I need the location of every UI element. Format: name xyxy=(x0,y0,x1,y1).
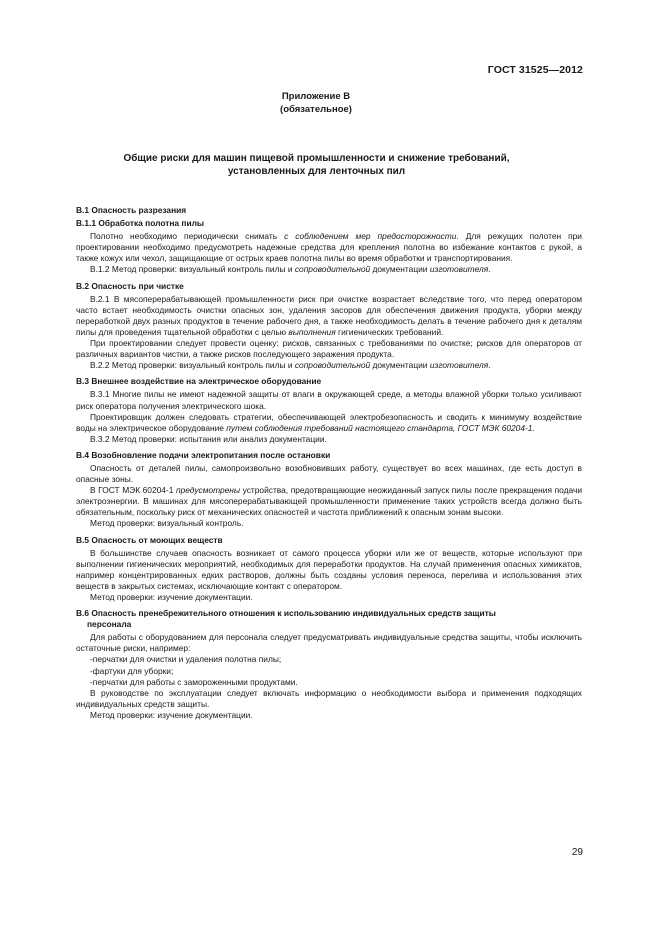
text-run: документации xyxy=(370,264,430,275)
section-heading-b1: В.1 Опасность разрезания xyxy=(76,205,187,215)
paragraph-b2-design: При проектировании следует провести оценку: рисков, связанных с требованиями по очистке; рисков для операторов от различных вариантов чистки, а также рисков последующего заражения продукта. xyxy=(76,338,582,360)
text-run: В ГОСТ МЭК 60204-1 xyxy=(90,485,176,496)
text-run: гигиенических требований. xyxy=(335,326,444,337)
text-run: . xyxy=(488,264,491,275)
paragraph-b5: В большинстве случаев опасность возникает от самого процесса уборки или же от веществ, которые используют при выполнении гигиенических мероприятий, необходимых для переработки продуктов. На случай применения опасных химикатов, например концентрированных едких растворов, должны быть созданы условия переноса, перелива и использования этих веществ в закрытых системах, исключающие контакт с оператором. xyxy=(76,547,582,591)
list-dash-icon: - xyxy=(90,665,93,676)
italic-run: сопроводительной xyxy=(294,264,371,275)
method-b5: Метод проверки: изучение документации. xyxy=(90,592,253,602)
annex-status: (обязательное) xyxy=(280,104,352,115)
list-dash-icon: - xyxy=(90,676,93,687)
text-run: . xyxy=(488,360,491,371)
heading-line-1: В.6 Опасность пренебрежительного отношения к использованию индивидуальных средств защиты xyxy=(76,608,496,619)
list-item xyxy=(76,666,582,677)
section-heading-b3: В.3 Внешнее воздействие на электрическое оборудование xyxy=(76,376,322,387)
list-item-text: перчатки для очистки и удаления полотна пилы; xyxy=(92,654,282,665)
list-item-text: перчатки для работы с замороженными продуктами. xyxy=(92,676,298,687)
italic-run: с соблюдением мер предосторожности xyxy=(284,231,457,242)
title-line-2: установленных для ленточных пил xyxy=(227,166,406,177)
list-dash-icon: - xyxy=(90,654,93,665)
text-run: устройства, предотвращающие неожиданный запуск пилы после прекращения подачи электроэнергии. В машинах для мясоперерабатывающей промышленности применение таких устройств всегда должно быть обязательным, поскольку риск от механических опасностей и частота приближений к опасным зонам высоки. xyxy=(76,485,583,518)
heading-line-2: персонала xyxy=(87,619,132,630)
text-run: В.1.2 Метод проверки: визуальный контроль пилы и xyxy=(90,264,295,275)
method-b4: Метод проверки: визуальный контроль. xyxy=(90,518,244,529)
paragraph-b21 xyxy=(76,294,582,338)
italic-run: изготовителя xyxy=(429,360,489,371)
section-heading-b6 xyxy=(76,608,582,630)
standard-designation: ГОСТ 31525—2012 xyxy=(487,64,583,76)
document-body xyxy=(76,205,582,721)
document-title xyxy=(78,152,555,178)
annex-title: Приложение В xyxy=(281,91,351,102)
section-heading-b2: В.2 Опасность при чистке xyxy=(76,280,184,291)
text-run: . Для режущих полотен при проектировании необходимо предусмотреть надежные средства для крепления полотна во избежание контактов с рукой, а также кожух или чехол, защищающие от острых краев полотна пилы во время обработки и транспортирования. xyxy=(76,231,582,264)
text-run: В.2.2 Метод проверки: визуальный контроль пилы и xyxy=(90,360,295,371)
section-heading-b4: В.4 Возобновление подачи электропитания после остановки xyxy=(76,449,331,460)
list-item xyxy=(76,654,582,665)
text-run: Полотно необходимо периодически снимать xyxy=(90,231,285,242)
italic-run: путем соблюдения требований настоящего стандарта, ГОСТ МЭК 60204-1 xyxy=(226,422,533,433)
subsection-heading-b11: В.1.1 Обработка полотна пилы xyxy=(76,218,205,229)
paragraph-b6-manual: В руководстве по эксплуатации следует включать информацию о необходимости выбора и применения подходящих индивидуальных средств защиты. xyxy=(76,687,582,709)
paragraph-b11 xyxy=(76,231,582,264)
method-b12 xyxy=(76,264,582,275)
method-b22 xyxy=(76,360,582,371)
paragraph-b31: В.3.1 Многие пилы не имеют надежной защиты от влаги в окружающей среде, а методы влажной уборки только усиливают риск оператора получения электрического шока. xyxy=(76,389,582,411)
method-b6: Метод проверки: изучение документации. xyxy=(90,709,253,720)
section-heading-b5: В.5 Опасность от моющих веществ xyxy=(76,534,223,545)
text-run: Проектировщик должен следовать стратегии, обеспечивающей электробезопасность и сводить к минимуму воздействие воды на электрическое оборудование xyxy=(76,411,582,433)
paragraph-b3-designer xyxy=(76,412,582,434)
text-run: В.2.1 В мясоперерабатывающей промышленности риск при очистке возрастает вследствие того, что перед оператором часто встает необходимость очистки опасных зон, удаления засоров для обеспечения движения продукта, уборки между переработкой двух разных продуктов в течение рабочего дня, а также необходимость делать в течение рабочего дня к деталям пилы для проведения тщательной обработки с целью xyxy=(76,293,582,337)
paragraph-b4-gost xyxy=(76,485,582,518)
list-item-text: фартуки для уборки; xyxy=(92,665,174,676)
italic-run: сопроводительной xyxy=(294,360,371,371)
page-number: 29 xyxy=(571,847,583,858)
italic-run: предусмотрены xyxy=(175,485,241,496)
text-run: документации xyxy=(370,360,430,371)
italic-run: изготовителя xyxy=(429,264,489,275)
paragraph-b4-danger: Опасность от деталей пилы, самопроизвольно возобновивших работу, существует во всех машинах, где есть доступ в опасные зоны. xyxy=(76,462,582,485)
text-run: . xyxy=(532,422,535,433)
italic-run: выполнения xyxy=(288,326,336,337)
title-line-1: Общие риски для машин пищевой промышленности и снижение требований, xyxy=(123,153,510,164)
method-b32: В.3.2 Метод проверки: испытания или анализ документации. xyxy=(90,433,327,444)
paragraph-b6: Для работы с оборудованием для персонала следует предусматривать индивидуальные средства защиты, чтобы исключить остаточные риски, например: xyxy=(76,632,582,654)
list-item xyxy=(76,677,582,688)
